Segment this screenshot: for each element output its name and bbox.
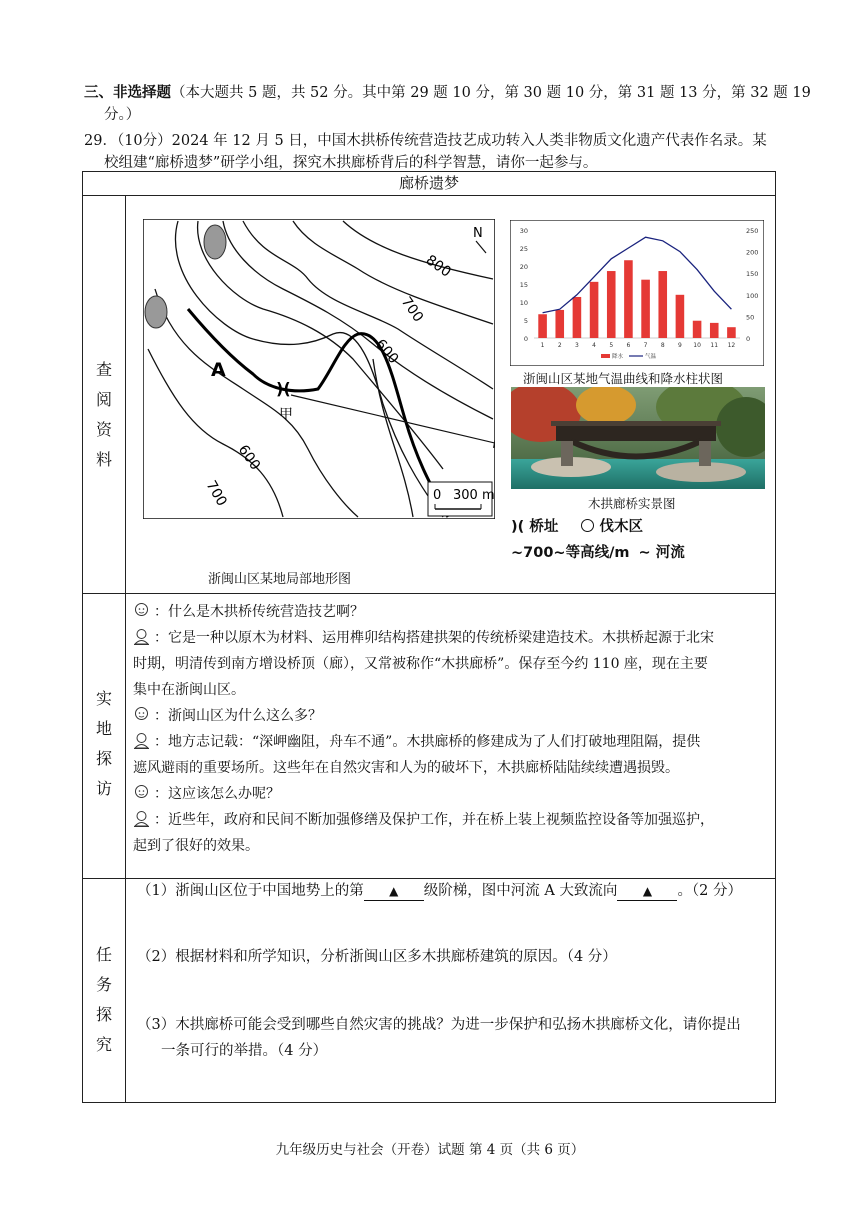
legend-bridge: 桥址 bbox=[529, 519, 559, 535]
question-text: ：这应该怎么办呢？ bbox=[154, 786, 280, 802]
x-tick-label: 6 bbox=[626, 342, 631, 349]
question-stem-line1: 29．（10分）2024 年 12 月 5 日，中国木拱桥传统营造技艺成功转入人类非物质文化遗产代表作名录。某 bbox=[84, 133, 767, 149]
student-line bbox=[133, 703, 773, 729]
y-tick-label-right: 50 bbox=[746, 313, 755, 322]
study-table bbox=[82, 171, 776, 1103]
north-label: N bbox=[473, 226, 483, 241]
bridge-symbol-icon: )( bbox=[511, 519, 525, 535]
precipitation-bar bbox=[573, 297, 582, 338]
y-tick-label-left: 5 bbox=[523, 317, 528, 325]
y-tick-label-right: 100 bbox=[746, 291, 759, 300]
question-stem-line2: 校组建“廊桥遗梦”研学小组，探究木拱廊桥背后的科学智慧，请你一起参与。 bbox=[104, 155, 598, 171]
legend-precip-swatch bbox=[601, 354, 610, 358]
photo-caption: 木拱廊桥实景图 bbox=[588, 496, 676, 511]
map-legend bbox=[511, 514, 771, 566]
legend-row bbox=[511, 540, 771, 566]
dialogue bbox=[133, 599, 773, 859]
expert-avatar-icon bbox=[133, 810, 150, 827]
contour-label: 600 bbox=[234, 442, 264, 474]
x-tick-label: 12 bbox=[727, 342, 736, 349]
precipitation-bar bbox=[590, 282, 599, 338]
answer-text: 集中在浙闽山区。 bbox=[133, 682, 245, 698]
precipitation-bar bbox=[658, 271, 667, 338]
row-label-text: 任务探究 bbox=[96, 945, 113, 1054]
x-tick-label: 11 bbox=[710, 342, 719, 349]
x-tick-label: 3 bbox=[575, 342, 579, 349]
y-tick-label-left: 10 bbox=[519, 299, 528, 307]
y-tick-label-right: 0 bbox=[746, 335, 751, 343]
task-text: （3）木拱廊桥可能会受到哪些自然灾害的挑战？为进一步保护和弘扬木拱廊桥文化，请你提出 bbox=[137, 1017, 741, 1033]
contour-label: 600 bbox=[371, 336, 402, 368]
bridge-label: 甲 bbox=[279, 407, 293, 423]
answer-text: 遮风避雨的重要场所。这些年在自然灾害和人为的破坏下，木拱廊桥陆陆续续遭遇损毁。 bbox=[133, 760, 679, 776]
question-text: ：浙闽山区为什么这么多？ bbox=[154, 708, 322, 724]
x-tick-label: 1 bbox=[540, 342, 545, 349]
legend-temp-label: 气温 bbox=[645, 354, 657, 360]
contour-label: 700 bbox=[397, 294, 427, 326]
task-text: 一条可行的举措。（4 分） bbox=[161, 1043, 328, 1059]
task-1 bbox=[137, 878, 767, 904]
row-label-interview bbox=[83, 684, 125, 804]
task-text: 。（2 分） bbox=[677, 883, 743, 899]
chart-caption: 浙闽山区某地气温曲线和降水柱状图 bbox=[523, 371, 724, 386]
climate-chart bbox=[510, 220, 764, 366]
legend-contour: 等高线/m bbox=[565, 545, 630, 561]
y-tick-label-left: 25 bbox=[519, 245, 528, 253]
y-tick-label-right: 150 bbox=[746, 270, 759, 279]
precipitation-bar bbox=[693, 321, 702, 338]
answer-text: 时期，明清传到南方增设桥顶（廊），又常被称作“木拱廊桥”。保存至今约 110 座，现在主要 bbox=[133, 656, 708, 672]
x-tick-label: 10 bbox=[693, 342, 701, 349]
x-tick-label: 4 bbox=[592, 342, 596, 349]
answer-text: 起到了很好的效果。 bbox=[133, 838, 259, 854]
bridge-photo bbox=[511, 387, 765, 489]
row-label-text: 查阅资料 bbox=[96, 360, 113, 469]
legend-river: 河流 bbox=[655, 545, 685, 561]
precipitation-bar bbox=[727, 327, 736, 338]
x-tick-label: 7 bbox=[643, 342, 648, 349]
x-tick-label: 5 bbox=[609, 342, 614, 349]
student-avatar-icon bbox=[133, 706, 150, 723]
student-line bbox=[133, 781, 773, 807]
divider bbox=[83, 593, 775, 594]
topographic-map bbox=[143, 219, 495, 519]
student-avatar-icon bbox=[133, 784, 150, 801]
section-heading: 三、非选择题 bbox=[84, 84, 171, 101]
answer-text: ：地方志记载：“深岬幽阻，舟车不通”。木拱廊桥的修建成为了人们打破地理阻隔，提供 bbox=[154, 734, 701, 750]
blank-marker: ▲ bbox=[389, 884, 399, 898]
y-tick-label-left: 20 bbox=[519, 263, 528, 271]
x-tick-label: 9 bbox=[678, 342, 682, 349]
answer-blank-1[interactable] bbox=[364, 882, 424, 901]
expert-line bbox=[133, 807, 773, 833]
y-tick-label-left: 30 bbox=[519, 227, 528, 235]
answer-text: ：它是一种以原木为材料、运用榫卯结构搭建拱架的传统桥梁建造技术。木拱桥起源于北宋 bbox=[154, 630, 714, 646]
x-tick-label: 8 bbox=[660, 342, 665, 349]
logging-area-icon bbox=[581, 519, 594, 532]
student-avatar-icon bbox=[133, 602, 150, 619]
precipitation-bar bbox=[607, 271, 616, 338]
y-tick-label-left: 15 bbox=[519, 281, 528, 289]
map-caption: 浙闽山区某地局部地形图 bbox=[208, 572, 352, 587]
expert-line bbox=[133, 625, 773, 651]
task-text: 级阶梯，图中河流 A 大致流向 bbox=[423, 883, 618, 899]
svg-text:)(: )( bbox=[276, 379, 291, 398]
legend-logging: 伐木区 bbox=[599, 519, 643, 535]
divider bbox=[83, 195, 775, 196]
expert-line bbox=[133, 729, 773, 755]
precipitation-bar bbox=[624, 260, 633, 338]
y-tick-label-right: 250 bbox=[746, 227, 759, 235]
precipitation-bar bbox=[641, 280, 650, 338]
answer-text: ：近些年，政府和民间不断加强修缮及保护工作，并在桥上装上视频监控设备等加强巡护， bbox=[154, 812, 714, 828]
x-tick-label: 2 bbox=[557, 342, 562, 349]
task-2: （2）根据材料和所学知识，分析浙闽山区多木拱廊桥建筑的原因。（4 分） bbox=[137, 949, 617, 965]
scale-zero: 0 bbox=[433, 488, 442, 503]
page-footer: 九年级历史与社会（开卷）试题 第 4 页（共 6 页） bbox=[275, 1142, 585, 1158]
row-label-materials bbox=[83, 355, 125, 475]
section-desc-cont: 分。） bbox=[104, 107, 141, 123]
y-tick-label-left: 0 bbox=[523, 335, 528, 343]
river-symbol-icon: ∼ bbox=[638, 545, 651, 561]
precipitation-bar bbox=[676, 295, 685, 338]
task-3 bbox=[137, 1012, 767, 1064]
question-text: ：什么是木拱桥传统营造技艺啊？ bbox=[154, 604, 364, 620]
precipitation-bar bbox=[538, 314, 547, 338]
precipitation-bar bbox=[555, 310, 564, 338]
precipitation-bar bbox=[710, 323, 719, 338]
contour-label: 700 bbox=[202, 478, 230, 510]
section-heading-line bbox=[84, 83, 811, 103]
legend-precip-label: 降水 bbox=[612, 354, 624, 360]
table-title: 廊桥遗梦 bbox=[398, 174, 459, 192]
river-label: A bbox=[211, 359, 226, 381]
contour-label: 800 bbox=[422, 252, 454, 281]
section-desc: （本大题共 5 题，共 52 分。其中第 29 题 10 分，第 30 题 10 分，第 31 题 13 分，第 32 题 19 bbox=[171, 85, 811, 101]
task-text: （1）浙闽山区位于中国地势上的第 bbox=[137, 883, 364, 899]
student-line bbox=[133, 599, 773, 625]
blank-marker: ▲ bbox=[642, 884, 653, 898]
scale-value: 300 m bbox=[453, 488, 495, 503]
legend-contour-value: ~700~ bbox=[511, 545, 566, 561]
row-label-text: 实地探访 bbox=[96, 689, 113, 798]
answer-blank-2[interactable] bbox=[617, 882, 677, 901]
expert-avatar-icon bbox=[133, 732, 150, 749]
expert-avatar-icon bbox=[133, 628, 150, 645]
column-divider bbox=[125, 195, 126, 1102]
legend-row bbox=[511, 514, 771, 540]
y-tick-label-right: 200 bbox=[746, 248, 759, 257]
row-label-tasks bbox=[83, 940, 125, 1060]
